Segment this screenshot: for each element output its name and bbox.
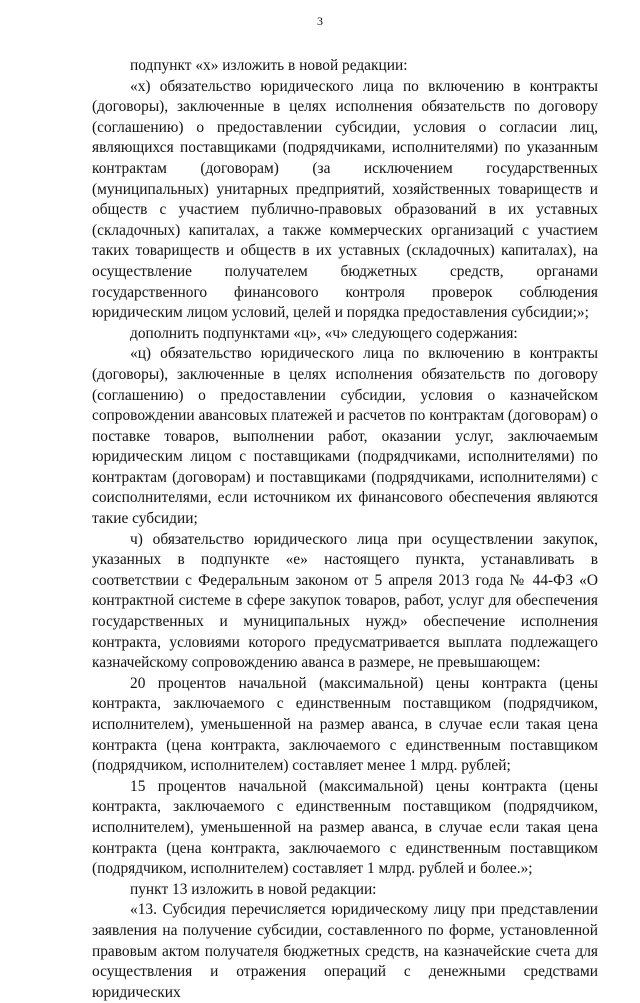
paragraph-amend-x-intro: подпункт «х» изложить в новой редакции:: [130, 57, 408, 74]
paragraph-add-subitems-intro: дополнить подпунктами «ц», «ч» следующего содержания:: [130, 324, 518, 342]
paragraph-15-percent: 15 процентов начальной (максимальной) цены контракта (цены контракта, заключаемого с единственным поставщиком (подрядчиком, исполнителем), уменьшенной на размер аванса, в случае если такая цена контракта (цена контракта, заключаемого с единственным поставщиком (подрядчиком, исполнителем) составляет 1 млрд. рублей и более.»;: [92, 777, 598, 878]
paragraph-subitem-ts: «ц) обязательство юридического лица по включению в контракты (договоры), заключенные в целях исполнения обязательств по договору (соглашению) о предоставлении субсидии, условия о казначейском сопровождении авансовых платежей и расчетов по контрактам (договорам) о поставке товаров, выполнении работ, оказании услуг, заключаемым юридическим лицом с поставщиками (подрядчиками, исполнителями) по контрактам (договорам) и поставщиками (подрядчиками, исполнителями) с соисполнителями, если источником их финансового обеспечения являются такие субсидии;: [92, 345, 598, 528]
document-body: [92, 56, 598, 1003]
paragraph-20-percent: 20 процентов начальной (максимальной) цены контракта (цены контракта, заключаемого с единственным поставщиком (подрядчиком, исполнителем), уменьшенной на размер аванса, в случае если такая цена контракта (цена контракта, заключаемого с единственным поставщиком (подрядчиком, исполнителем) составляет менее 1 млрд. рублей;: [92, 674, 598, 775]
paragraph-item-13: «13. Субсидия перечисляется юридическому лицу при представлении заявления на получение субсидии, составленного по форме, установленной правовым актом получателя бюджетных средств, на казначейские счета для осуществления и отражения операций с денежными средствами юридических: [92, 901, 598, 1001]
paragraph-subitem-x: «х) обязательство юридического лица по включению в контракты (договоры), заключенные в целях исполнения обязательств по договору (соглашению) о предоставлении субсидии, условия о согласии лиц, являющихся поставщиками (подрядчиками, исполнителями) по указанным контрактам (договорам) (за исключением государственных (муниципальных) унитарных предприятий, хозяйственных товариществ и обществ с участием публично-правовых образований в их уставных (складочных) капиталах, а также коммерческих организаций с участием таких товариществ и обществ в их уставных (складочных) капиталах), на осуществление получателем бюджетных средств, органами государственного финансового контроля проверок соблюдения юридическим лицом условий, целей и порядка предоставления субсидии;»;: [92, 77, 598, 322]
paragraph-subitem-ch: ч) обязательство юридического лица при осуществлении закупок, указанных в подпункте «е» настоящего пункта, устанавливать в соответствии с Федеральным законом от 5 апреля 2013 года № 44-ФЗ «О контрактной системе в сфере закупок товаров, работ, услуг для обеспечения государственных и муниципальных нужд» обеспечение исполнения контракта, условиями которого предусматривается выплата подлежащего казначейскому сопровождению аванса в размере, не превышающем:: [92, 530, 598, 672]
page-number: 3: [317, 14, 323, 28]
paragraph-amend-13-intro: пункт 13 изложить в новой редакции:: [130, 880, 377, 898]
